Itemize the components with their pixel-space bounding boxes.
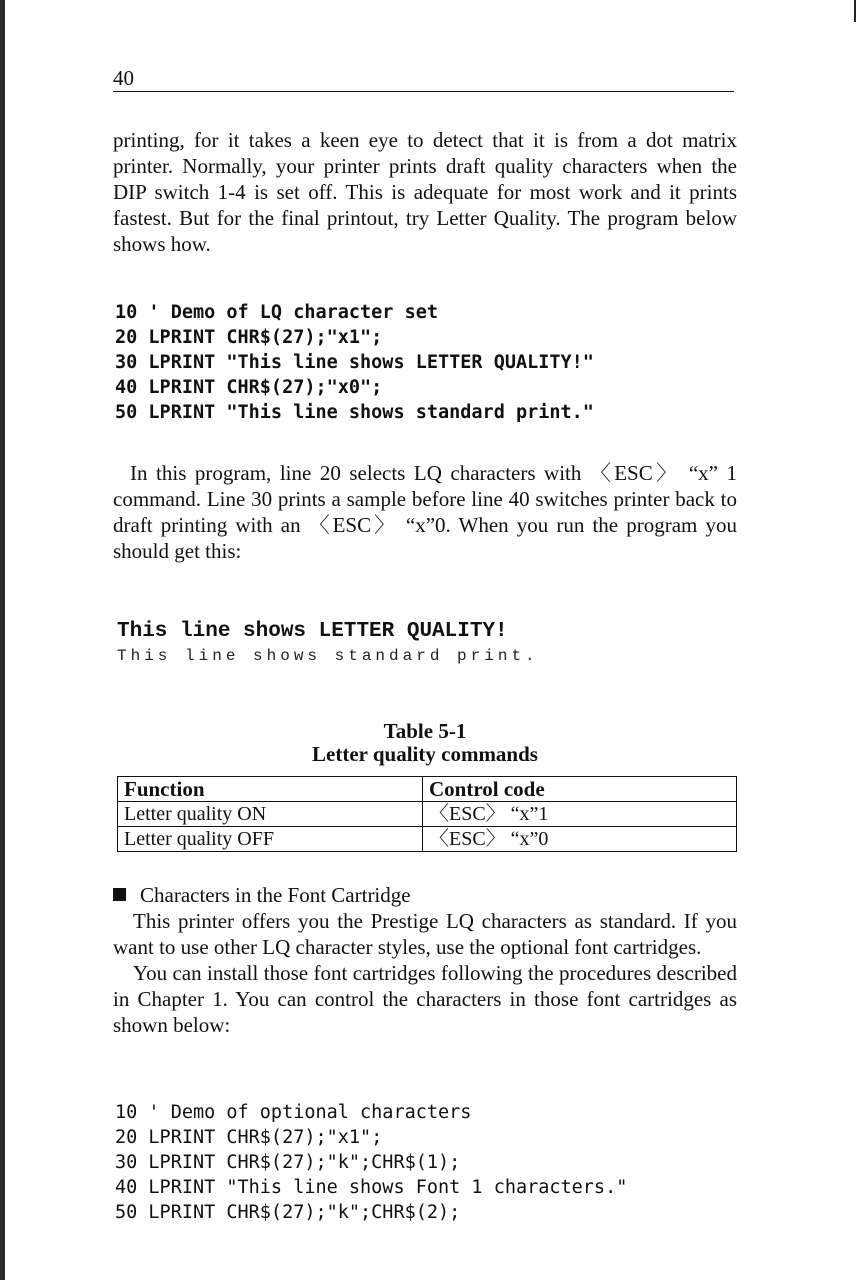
code-line: 10 ' Demo of optional characters <box>115 1102 472 1123</box>
scan-edge-left <box>0 0 5 1280</box>
code-line: 50 LPRINT CHR$(27);"k";CHR$(2); <box>115 1202 461 1223</box>
code-line: 20 LPRINT CHR$(27);"x1"; <box>115 1127 383 1148</box>
table-header-row <box>118 777 737 802</box>
intro-text: printing, for it takes a keen eye to detect that it is from a dot matrix printer. Normally, your printer prints draft quality characters when the DIP switch 1-4 is set off. This is adequate for most work and it prints fastest. But for the final printout, try Letter Quality. The program below shows how. <box>113 128 737 256</box>
table-caption-number: Table 5-1 <box>383 719 467 743</box>
explanation-paragraph <box>113 460 737 564</box>
table-cell: Letter quality OFF <box>118 827 423 852</box>
header-function: Function <box>118 777 423 802</box>
code-line: 40 LPRINT CHR$(27);"x0"; <box>115 377 383 398</box>
code-line: 30 LPRINT CHR$(27);"k";CHR$(1); <box>115 1152 461 1173</box>
font-cartridge-section <box>113 882 737 1038</box>
page-number: 40 <box>113 66 134 90</box>
scan-edge-mark <box>854 0 856 22</box>
code-line: 40 LPRINT "This line shows Font 1 characters." <box>115 1177 628 1198</box>
font-section-para1: This printer offers you the Prestige LQ characters as standard. If you want to use other LQ character styles, use the optional font cartridges. <box>113 909 737 959</box>
section-heading <box>113 882 737 908</box>
table-cell: 〈ESC〉 “x”0 <box>423 827 737 852</box>
table-row <box>118 802 737 827</box>
header-rule <box>113 91 734 92</box>
table-cell: Letter quality ON <box>118 802 423 827</box>
code-line: 20 LPRINT CHR$(27);"x1"; <box>115 327 383 348</box>
letter-quality-commands-table <box>117 776 737 852</box>
font-section-para2: You can install those font cartridges following the procedures described in Chapter 1. You can control the characters in those font cartridges as shown below: <box>113 961 737 1037</box>
square-bullet-icon <box>113 888 126 901</box>
section-heading-text: Characters in the Font Cartridge <box>140 883 411 907</box>
code-line: 50 LPRINT "This line shows standard print." <box>115 402 594 423</box>
explanation-text: In this program, line 20 selects LQ characters with 〈ESC〉 “x” 1 command. Line 30 prints a sample before line 40 switches printer back to draft printing with an 〈ESC〉 “x”0. When you run the program you should get this: <box>113 461 737 563</box>
code-line: 30 LPRINT "This line shows LETTER QUALITY!" <box>115 352 594 373</box>
code-listing-font-demo <box>115 1100 627 1225</box>
intro-paragraph <box>113 127 737 257</box>
code-line: 10 ' Demo of LQ character set <box>115 302 439 323</box>
sample-output-lq: This line shows LETTER QUALITY! <box>117 620 508 643</box>
table-row <box>118 827 737 852</box>
table-cell: 〈ESC〉 “x”1 <box>423 802 737 827</box>
header-control-code: Control code <box>423 777 737 802</box>
table-caption-title: Letter quality commands <box>312 742 538 766</box>
sample-output-draft: This line shows standard print. <box>117 647 539 665</box>
code-listing-lq-demo <box>115 300 594 425</box>
